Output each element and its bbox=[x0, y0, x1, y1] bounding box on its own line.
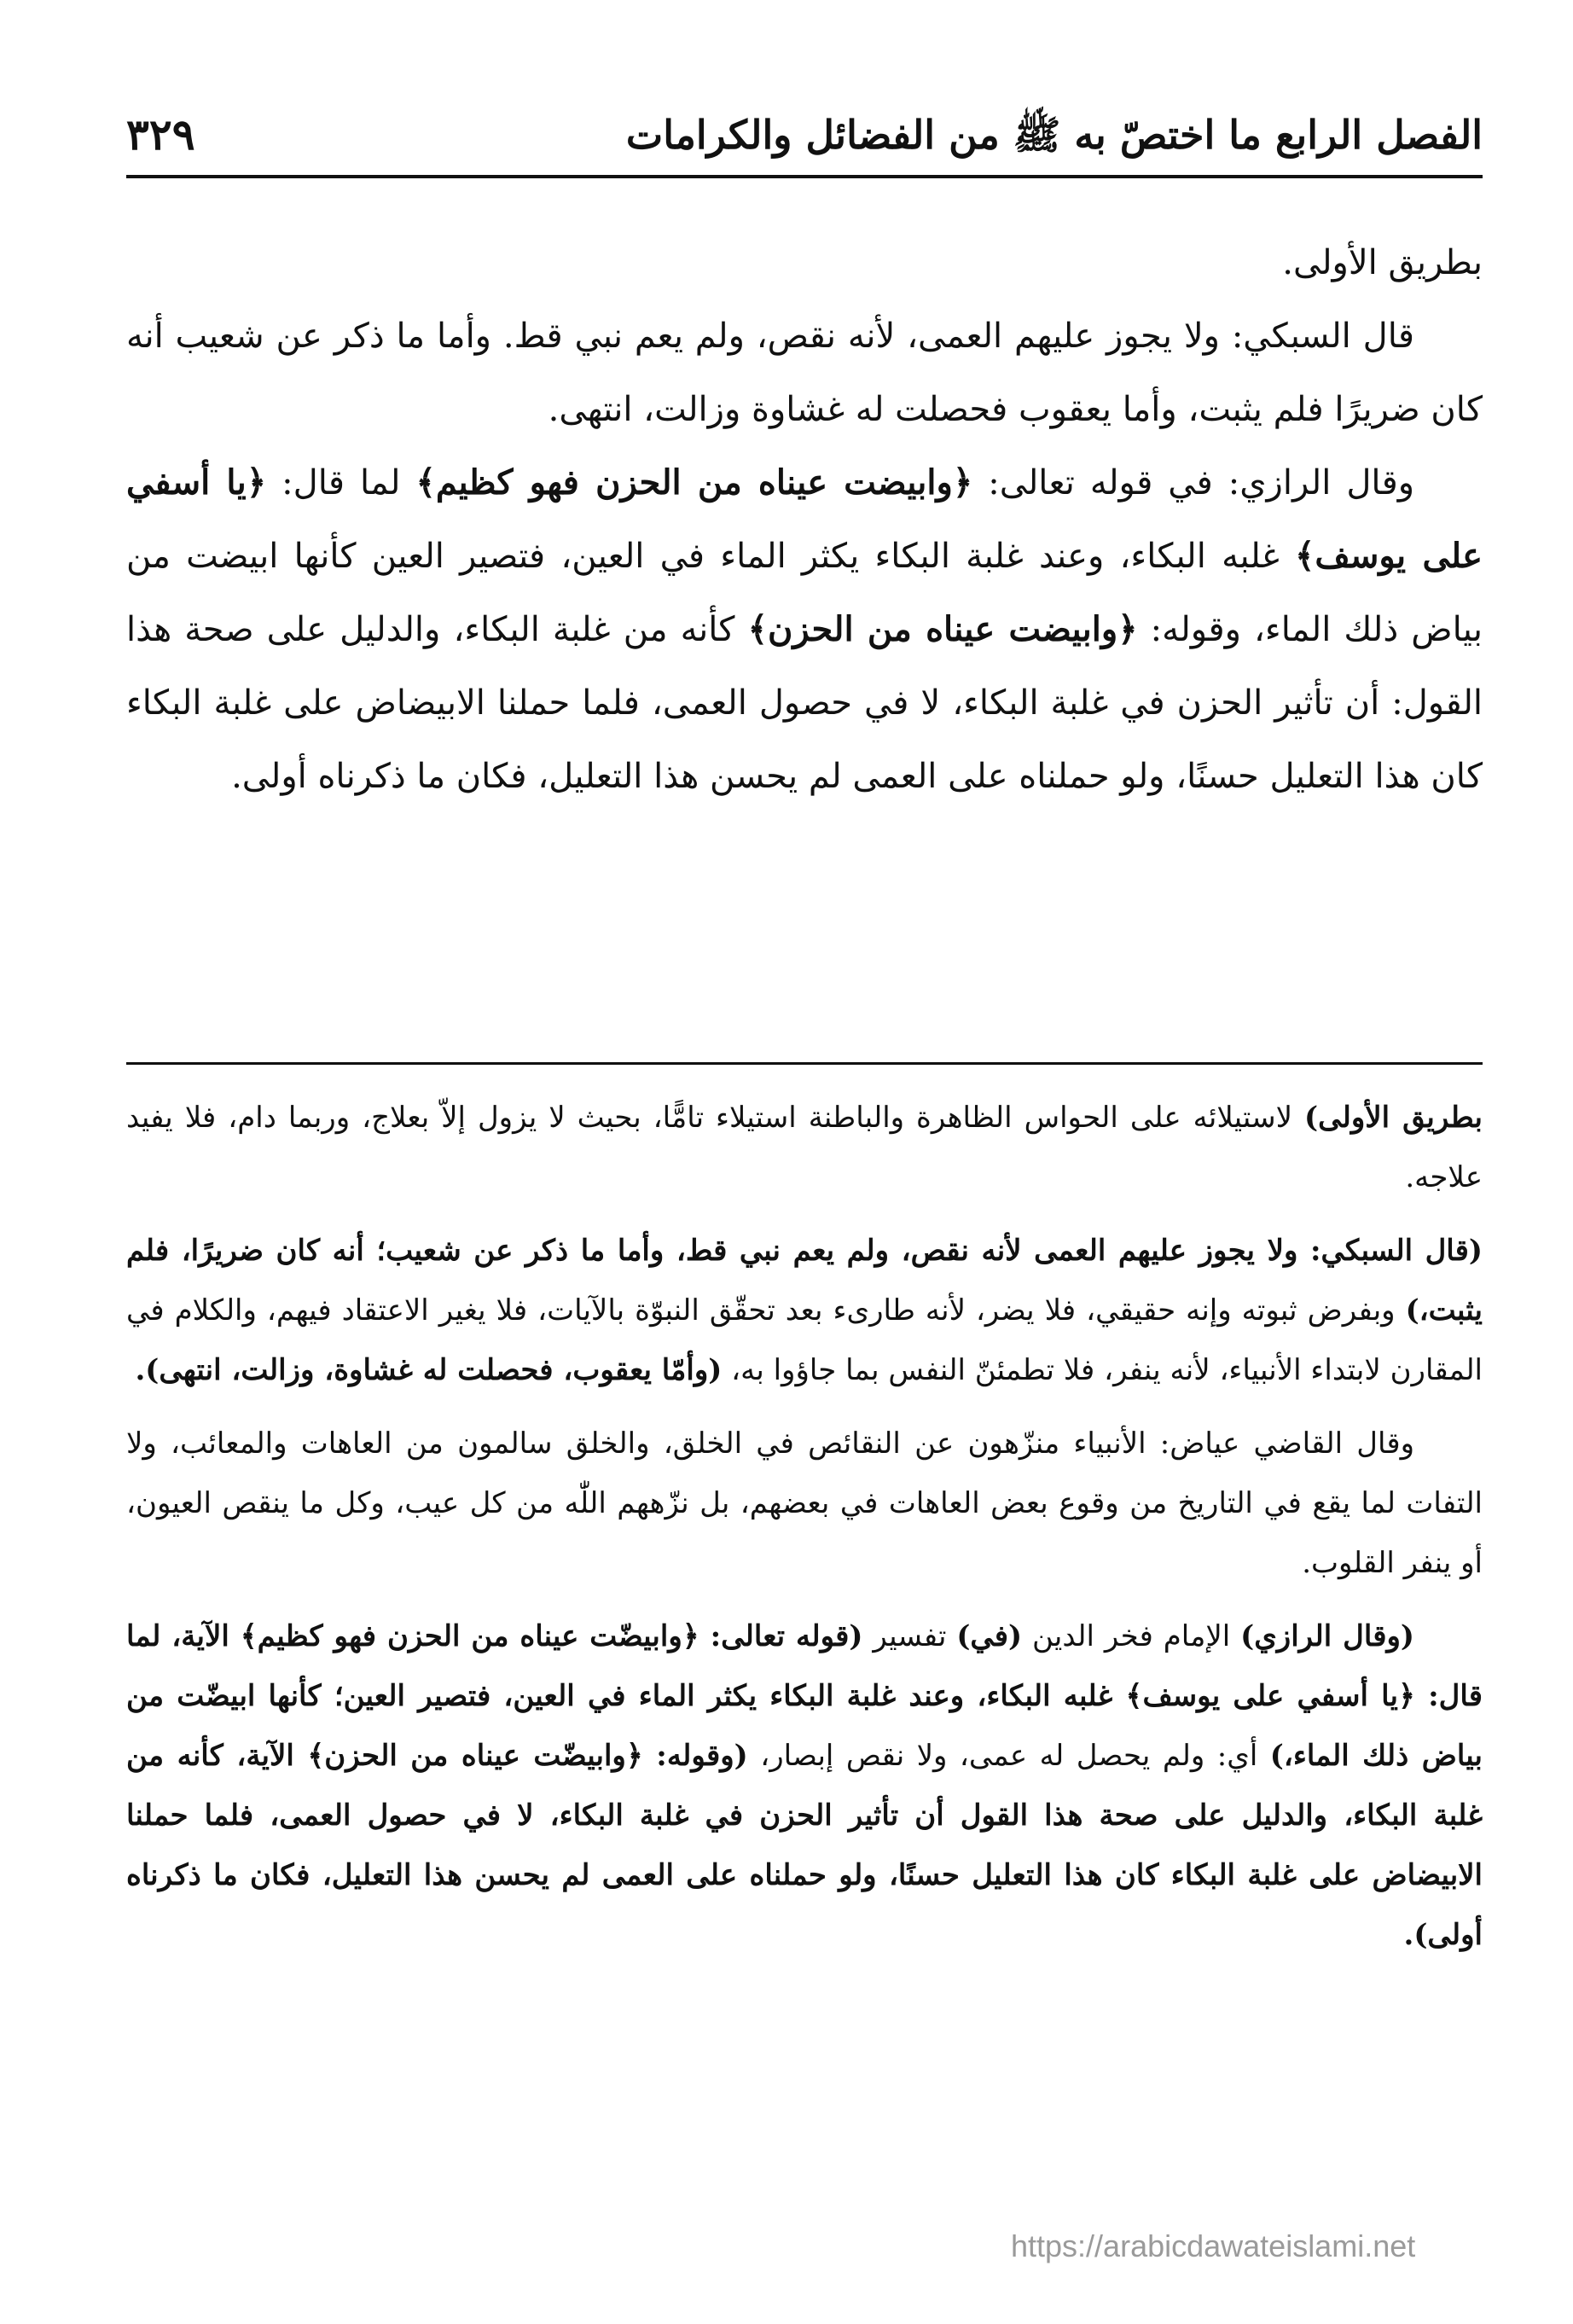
watermark-url: https://arabicdawateislami.net bbox=[1011, 2228, 1416, 2263]
quoted-lemma: (وقال الرازي) bbox=[1240, 1619, 1414, 1653]
commentary-text bbox=[126, 1088, 1483, 1978]
quran-quote: ﴿وابيضت عيناه من الحزن﴾ bbox=[747, 609, 1138, 649]
text-run: وقال الرازي: في قوله تعالى: bbox=[972, 463, 1415, 503]
commentary-paragraph bbox=[126, 1221, 1483, 1400]
quoted-lemma: (قال السبكي: ولا يجوز عليهم العمى لأنه نقص، ولم يعم نبي قط، وأما ما ذكر عن شعيب؛ أنه كان ضريرًا، فلم يثبت،) bbox=[126, 1234, 1483, 1328]
text-run: لاستيلائه على الحواس الظاهرة والباطنة استيلاء تامًّا، بحيث لا يزول إلاّ بعلاج، وربما دام، فلا يفيد علاجه. bbox=[126, 1101, 1483, 1194]
text-run: تفسير bbox=[862, 1619, 957, 1653]
text-run: أي: ولم يحصل له عمى، ولا نقص إبصار، bbox=[747, 1739, 1270, 1773]
quoted-lemma: (وأمّا يعقوب، فحصلت له غشاوة، وزالت، انتهى). bbox=[135, 1353, 723, 1387]
commentary-paragraph: وقال القاضي عياض: الأنبياء منزّهون عن النقائص في الخلق، والخلق سالمون من العاهات والمعائب، ولا التفات لما يقع في التاريخ من وقوع بعض العاهات في بعضهم، بل نزّههم اللّٰه من كل عيب، وكل ما ينقص العيون، أو ينفر القلوب. bbox=[126, 1426, 1483, 1580]
text-run: الإمام فخر الدين bbox=[1022, 1619, 1241, 1653]
page-number: ٣٢٩ bbox=[126, 109, 195, 160]
chapter-title: الفصل الرابع ما اختصّ به ﷺ من الفضائل والكرامات bbox=[625, 112, 1483, 158]
header-rule bbox=[126, 175, 1483, 178]
quoted-lemma: (في) bbox=[956, 1619, 1023, 1653]
text-run: غلبه البكاء، وعند غلبة البكاء يكثر الماء في العين، فتصير العين كأنها ابيضت من بياض ذلك الماء، وقوله: bbox=[126, 537, 1483, 649]
text-run: كأنه من غلبة البكاء، والدليل على صحة هذا القول: أن تأثير الحزن في غلبة البكاء، لا في حصول العمى، فلما حملنا الابيضاض على غلبة البكاء كان هذا التعليل حسنًا، ولو حملناه على العمى لم يحسن هذا التعليل، فكان ما ذكرناه أولى. bbox=[126, 610, 1483, 796]
quoted-lemma: (قوله تعالى: ﴿وابيضّت عيناه من الحزن فهو كظيم﴾ الآية، لما قال: ﴿يا أسفي على يوسف﴾ غلبه البكاء، وعند غلبة البكاء يكثر الماء في العين، فتصير العين؛ كأنها ابيضّت من بياض ذلك الماء،) bbox=[126, 1619, 1483, 1773]
main-paragraph bbox=[126, 446, 1483, 813]
main-text bbox=[126, 226, 1483, 813]
main-paragraph: قال السبكي: ولا يجوز عليهم العمى، لأنه نقص، ولم يعم نبي قط. وأما ما ذكر عن شعيب أنه كان ضريرًا فلم يثبت، وأما يعقوب فحصلت له غشاوة وزالت، انتهى. bbox=[126, 317, 1483, 429]
text-run: لما قال: bbox=[266, 463, 416, 503]
commentary-paragraph bbox=[126, 1088, 1483, 1207]
page-header bbox=[126, 101, 1483, 160]
commentary-paragraph bbox=[126, 1606, 1483, 1965]
quran-quote: ﴿يا أسفي على يوسف﴾ bbox=[126, 462, 1483, 576]
footnote-separator bbox=[126, 1062, 1483, 1065]
quran-quote: ﴿وابيضت عيناه من الحزن فهو كظيم﴾ bbox=[415, 462, 973, 503]
main-paragraph: بطريق الأولى. bbox=[1282, 243, 1483, 282]
quoted-lemma: بطريق الأولى) bbox=[1304, 1101, 1483, 1135]
quoted-lemma: (وقوله: ﴿وابيضّت عيناه من الحزن﴾ الآية، كأنه من غلبة البكاء، والدليل على صحة هذا القول أن تأثير الحزن في غلبة البكاء، لا في حصول العمى، فلما حملنا الابيضاض على غلبة البكاء كان هذا التعليل حسنًا، ولو حملناه على العمى لم يحسن هذا التعليل، فكان ما ذكرناه أولى). bbox=[126, 1739, 1483, 1952]
text-run: وبفرض ثبوته وإنه حقيقي، فلا يضر، لأنه طارىء بعد تحقّق النبوّة بالآيات، فلا يغير الاعتقاد فيهم، والكلام في المقارن لابتداء الأنبياء، لأنه ينفر، فلا تطمئنّ النفس بما جاؤوا به، bbox=[126, 1293, 1483, 1387]
